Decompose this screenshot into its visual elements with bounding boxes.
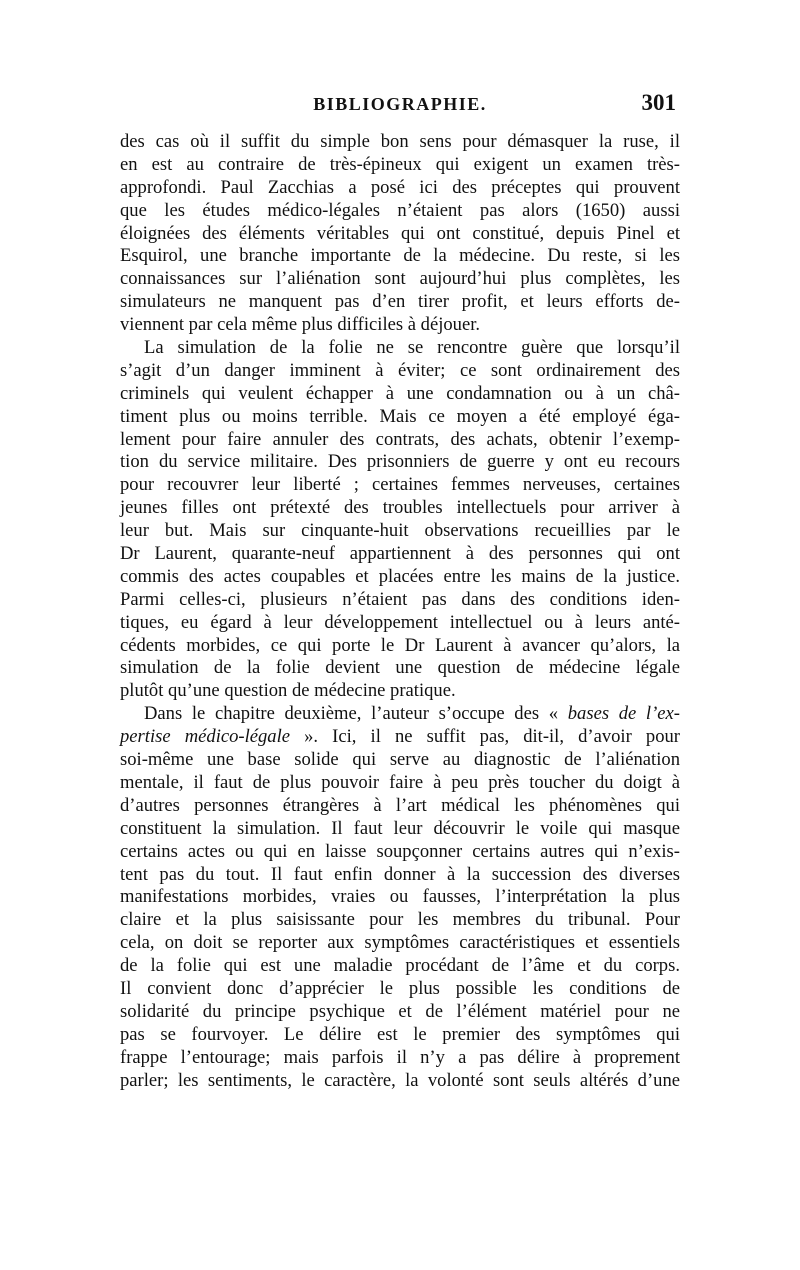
text-line [120, 841, 680, 864]
text-line-content: mentale, il faut de plus pouvoir faire à peu près toucher du doigt à [120, 771, 680, 793]
text-line-content: La simulation de la folie ne se rencontre guère que lorsqu’il [144, 337, 680, 359]
text-line-content: leur but. Mais sur cinquante-huit observations recueillies par le [120, 520, 680, 542]
text-line [120, 978, 680, 1001]
text-line [120, 1024, 680, 1047]
text-line [120, 360, 680, 383]
text-line [120, 1047, 680, 1070]
text-line [120, 864, 680, 887]
text-line-content: des cas où il suffit du simple bon sens pour démasquer la ruse, il [120, 131, 680, 152]
text-line-content: parler; les sentiments, le caractère, la volonté sont seuls altérés d’une [120, 1069, 680, 1091]
text-line-continuation: ». Ici, il ne suffit pas, dit-il, d’avoir pour [290, 726, 680, 748]
text-line-content: certains actes ou qui en laisse soupçonner certains autres qui n’exis- [120, 840, 680, 862]
text-line-content: tiques, eu égard à leur développement intellectuel ou à leurs anté- [120, 611, 680, 633]
text-line [120, 337, 680, 360]
text-line-content: Esquirol, une branche importante de la médecine. Du reste, si les [120, 245, 680, 267]
text-line-content: frappe l’entourage; mais parfois il n’y a pas délire à proprement [120, 1046, 680, 1068]
text-line [120, 955, 680, 978]
text-line [120, 497, 680, 520]
text-line [120, 131, 680, 154]
text-line [120, 932, 680, 955]
text-line [120, 589, 680, 612]
text-line [120, 612, 680, 635]
italic-title: bases de l’ex- [567, 703, 680, 725]
text-line [120, 451, 680, 474]
text-line [120, 657, 680, 680]
text-line [120, 703, 680, 726]
text-line-content: solidarité du principe psychique et de l’élément matériel pour ne [120, 1000, 680, 1022]
text-line-content: manifestations morbides, vraies ou fausses, l’interprétation la plus [120, 886, 680, 908]
text-line-content: constituent la simulation. Il faut leur découvrir le voile qui masque [120, 817, 680, 839]
text-line-content: Dans le chapitre deuxième, l’auteur s’occupe des « [144, 703, 568, 725]
running-title: BIBLIOGRAPHIE. [313, 94, 487, 114]
body-text [120, 131, 680, 1092]
text-line [120, 520, 680, 543]
text-line-content: criminels qui veulent échapper à une condamnation ou à un châ- [120, 382, 680, 404]
text-line-content: soi-même une base solide qui serve au diagnostic de l’aliénation [120, 749, 680, 771]
text-line-content: tent pas du tout. Il faut enfin donner à la succession des diverses [120, 863, 680, 885]
text-line-content: en est au contraire de très-épineux qui exigent un examen très- [120, 153, 680, 175]
text-line [120, 680, 680, 703]
text-line-content: d’autres personnes étrangères à l’art médical les phénomènes qui [120, 794, 680, 816]
text-line [120, 543, 680, 566]
text-line-content: timent plus ou moins terrible. Mais ce moyen a été employé éga- [120, 405, 680, 427]
text-line [120, 268, 680, 291]
text-line-content: simulation de la folie devient une question de médecine légale [120, 657, 680, 679]
text-line [120, 383, 680, 406]
text-line [120, 223, 680, 246]
text-line-content: simulateurs ne manquent pas d’en tirer profit, et leurs efforts de- [120, 291, 680, 313]
text-line [120, 1070, 680, 1093]
text-line [120, 406, 680, 429]
text-line [120, 291, 680, 314]
text-line-content: connaissances sur l’aliénation sont aujourd’hui plus complètes, les [120, 268, 680, 290]
text-line-content: cédents morbides, ce qui porte le Dr Laurent à avancer qu’alors, la [120, 634, 680, 656]
running-head [120, 90, 680, 124]
text-line-content: Dr Laurent, quarante-neuf appartiennent à des personnes qui ont [120, 543, 680, 565]
text-line-content: viennent par cela même plus difficiles à déjouer. [120, 314, 481, 336]
text-line [120, 795, 680, 818]
text-line-content: éloignées des éléments véritables qui ont constitué, depuis Pinel et [120, 222, 680, 244]
text-line-content: lement pour faire annuler des contrats, des achats, obtenir l’exemp- [120, 428, 680, 450]
text-line-content: cela, on doit se reporter aux symptômes caractéristiques et essentiels [120, 932, 680, 954]
text-line [120, 154, 680, 177]
text-line [120, 245, 680, 268]
text-line-content: s’agit d’un danger imminent à éviter; ce sont ordinairement des [120, 359, 680, 381]
text-line [120, 635, 680, 658]
text-line [120, 886, 680, 909]
text-line-content: pas se fourvoyer. Le délire est le premier des symptômes qui [120, 1023, 680, 1045]
text-line [120, 200, 680, 223]
text-line [120, 566, 680, 589]
text-line-content: tion du service militaire. Des prisonniers de guerre y ont eu recours [120, 451, 680, 473]
text-line [120, 909, 680, 932]
text-line-content: de la folie qui est une maladie procédant de l’âme et du corps. [120, 955, 680, 977]
text-line [120, 314, 680, 337]
text-line [120, 726, 680, 749]
text-line [120, 474, 680, 497]
page-number: 301 [641, 90, 676, 115]
text-line [120, 429, 680, 452]
text-line-content: pour recouvrer leur liberté ; certaines femmes nerveuses, certaines [120, 474, 680, 496]
text-line-content: Parmi celles-ci, plusieurs n’étaient pas dans des conditions iden- [120, 588, 680, 610]
text-line-content: jeunes filles ont prétexté des troubles intellectuels pour arriver à [120, 497, 680, 519]
text-line-content: claire et la plus saisissante pour les membres du tribunal. Pour [120, 909, 680, 931]
text-line [120, 1001, 680, 1024]
text-line-content: que les études médico-légales n’étaient pas alors (1650) aussi [120, 199, 680, 221]
text-line [120, 749, 680, 772]
text-line-content: Il convient donc d’apprécier le plus possible les conditions de [120, 977, 680, 999]
text-line-content: commis des actes coupables et placées entre les mains de la justice. [120, 565, 680, 587]
italic-title: pertise médico-légale [120, 726, 291, 748]
text-line-content: plutôt qu’une question de médecine pratique. [120, 680, 456, 702]
text-line [120, 177, 680, 200]
text-line [120, 772, 680, 795]
text-line [120, 818, 680, 841]
text-line-content: approfondi. Paul Zacchias a posé ici des préceptes qui prouvent [120, 176, 680, 198]
